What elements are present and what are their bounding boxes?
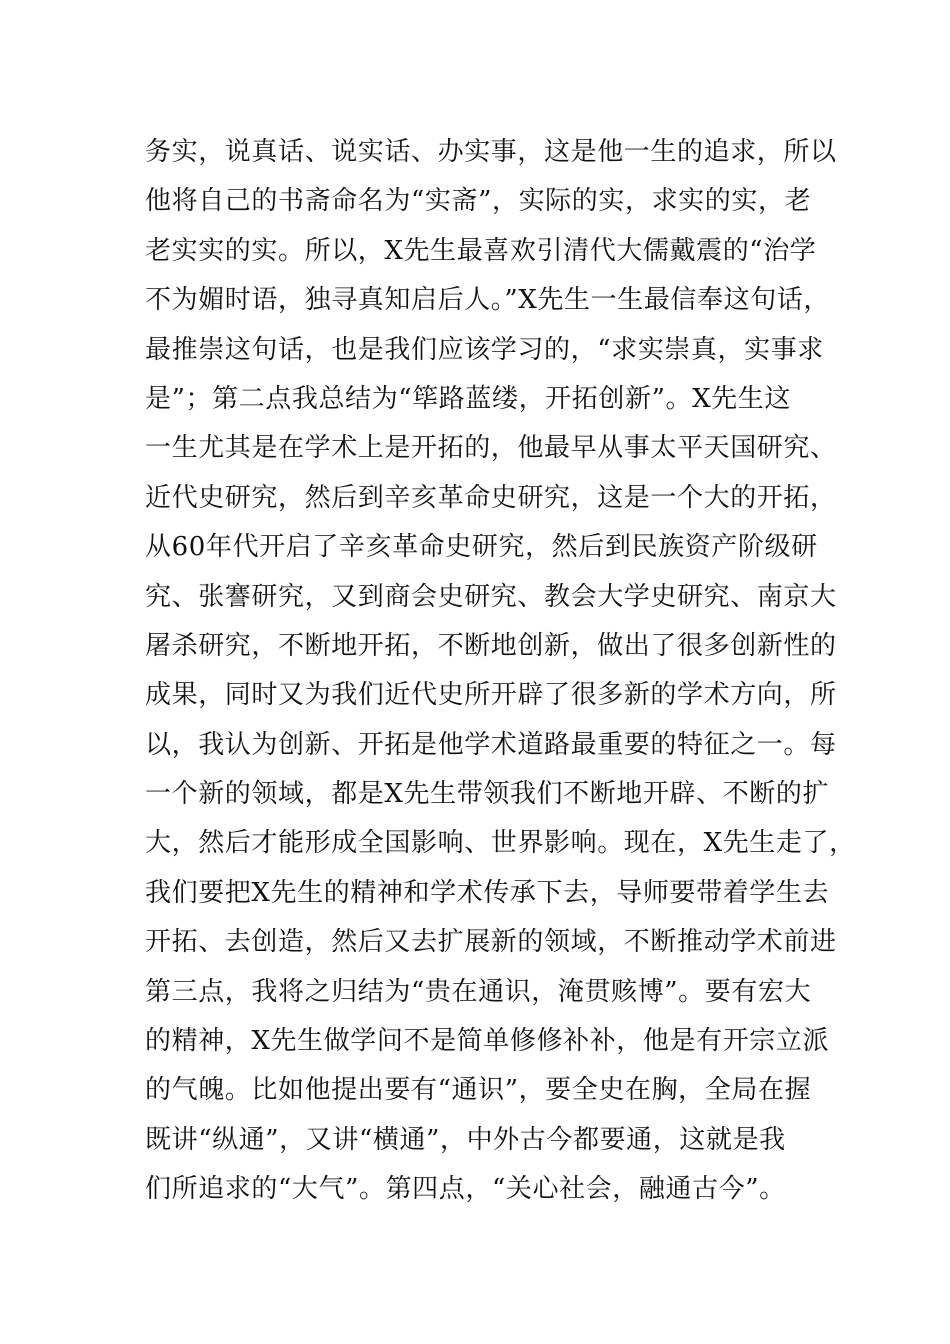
text-line: 大，然后才能形成全国影响、世界影响。现在，X先生走了， <box>145 828 856 859</box>
text-line: 近代史研究，然后到辛亥革命史研究，这是一个大的开拓， <box>145 482 837 513</box>
text-line: 他将自己的书斋命名为“实斋”，实际的实，求实的实，老 <box>145 186 812 217</box>
text-line: 成果，同时又为我们近代史所开辟了很多新的学术方向，所 <box>145 680 837 711</box>
text-line: 的气魄。比如他提出要有“通识”，要全史在胸，全局在握 <box>145 1075 812 1106</box>
text-line: 开拓、去创造，然后又去扩展新的领域，不断推动学术前进 <box>145 927 837 958</box>
text-line: 最推崇这句话，也是我们应该学习的，“求实崇真，实事求 <box>145 334 824 365</box>
text-line: 务实，说真话、说实话、办实事，这是他一生的追求，所以 <box>145 137 837 167</box>
text-line: 第三点，我将之归结为“贵在通识，淹贯赅博”。要有宏大 <box>145 976 812 1007</box>
text-line: 是”；第二点我总结为“筚路蓝缕，开拓创新”。X先生这 <box>145 383 791 414</box>
text-line: 屠杀研究，不断地开拓，不断地创新，做出了很多创新性的 <box>145 630 837 661</box>
text-line: 们所追求的“大气”。第四点，“关心社会，融通古今”。 <box>145 1174 786 1205</box>
text-line: 一个新的领域，都是X先生带领我们不断地开辟、不断的扩 <box>145 779 830 810</box>
text-line: 一生尤其是在学术上是开拓的，他最早从事太平天国研究、 <box>145 433 837 464</box>
text-line: 从60年代开启了辛亥革命史研究，然后到民族资产阶级研 <box>145 532 818 563</box>
text-line: 究、张謇研究，又到商会史研究、教会大学史研究、南京大 <box>145 581 837 612</box>
text-line: 我们要把X先生的精神和学术传承下去，导师要带着学生去 <box>145 877 830 908</box>
body-text <box>145 128 856 1215</box>
text-line: 老实实的实。所以，X先生最喜欢引清代大儒戴震的“治学 <box>145 235 817 266</box>
text-line: 的精神，X先生做学问不是简单修修补补，他是有开宗立派 <box>145 1026 830 1057</box>
text-line: 以，我认为创新、开拓是他学术道路最重要的特征之一。每 <box>145 729 837 760</box>
text-line: 既讲“纵通”，又讲“横通”，中外古今都要通，这就是我 <box>145 1124 786 1155</box>
text-line: 不为媚时语，独寻真知启后人。”X先生一生最信奉这句话， <box>145 285 831 316</box>
